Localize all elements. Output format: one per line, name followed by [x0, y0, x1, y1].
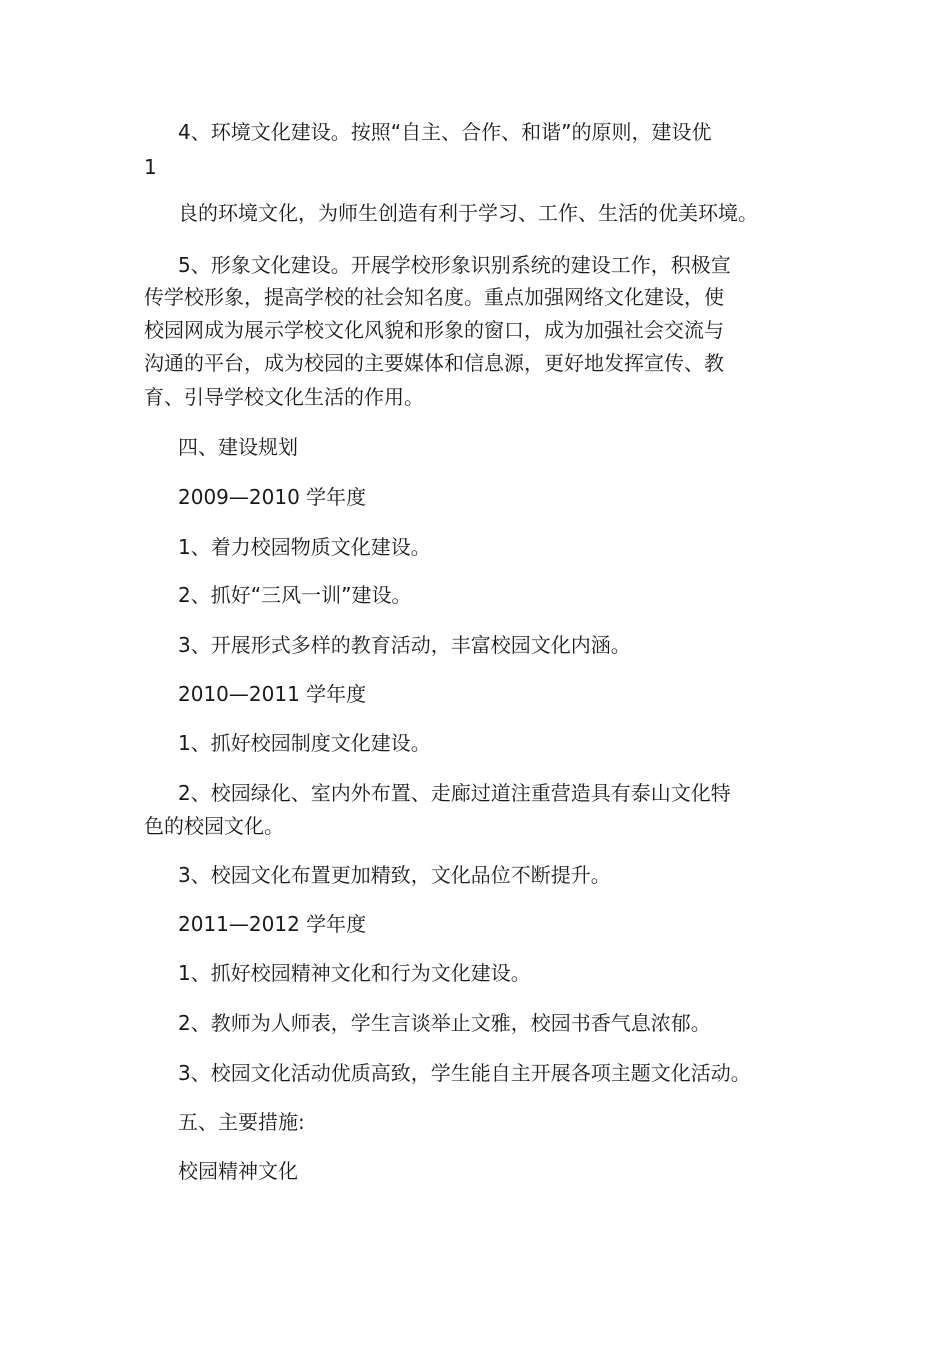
subsection-heading-spiritual-culture: 校园精神文化 — [178, 1159, 298, 1183]
paragraph-image-culture-line-2: 传学校形象，提高学校的社会知名度。重点加强网络文化建设，使 — [144, 285, 724, 309]
list-item: 2、校园绿化、室内外布置、走廊过道注重营造具有泰山文化特 — [178, 781, 731, 805]
section-heading-measures: 五、主要措施: — [178, 1110, 305, 1134]
list-item: 3、校园文化活动优质高致，学生能自主开展各项主题文化活动。 — [178, 1061, 751, 1085]
list-item: 1、抓好校园制度文化建设。 — [178, 731, 431, 755]
list-item-continuation: 色的校园文化。 — [144, 814, 284, 838]
list-item: 1、抓好校园精神文化和行为文化建设。 — [178, 961, 531, 985]
list-item: 2、抓好“三风一训”建设。 — [178, 583, 412, 607]
paragraph-environment-culture-line-2: 良的环境文化，为师生创造有利于学习、工作、生活的优美环境。 — [178, 201, 758, 225]
paragraph-image-culture-line-3: 校园网成为展示学校文化风貌和形象的窗口，成为加强社会交流与 — [144, 318, 724, 342]
list-item: 1、着力校园物质文化建设。 — [178, 535, 431, 559]
year-heading-2011-2012: 2011—2012 学年度 — [178, 912, 367, 936]
list-item: 3、校园文化布置更加精致，文化品位不断提升。 — [178, 863, 611, 887]
paragraph-image-culture-line-5: 育、引导学校文化生活的作用。 — [144, 385, 424, 409]
page-number: 1 — [144, 155, 157, 179]
paragraph-image-culture-line-4: 沟通的平台，成为校园的主要媒体和信息源，更好地发挥宣传、教 — [144, 351, 724, 375]
year-heading-2009-2010: 2009—2010 学年度 — [178, 485, 367, 509]
paragraph-image-culture-line-1: 5、形象文化建设。开展学校形象识别系统的建设工作，积极宣 — [178, 253, 731, 277]
section-heading-plan: 四、建设规划 — [178, 435, 298, 459]
paragraph-environment-culture-line-1: 4、环境文化建设。按照“自主、合作、和谐”的原则，建设优 — [178, 120, 712, 144]
year-heading-2010-2011: 2010—2011 学年度 — [178, 682, 367, 706]
list-item: 3、开展形式多样的教育活动，丰富校园文化内涵。 — [178, 633, 631, 657]
list-item: 2、教师为人师表，学生言谈举止文雅，校园书香气息浓郁。 — [178, 1011, 711, 1035]
